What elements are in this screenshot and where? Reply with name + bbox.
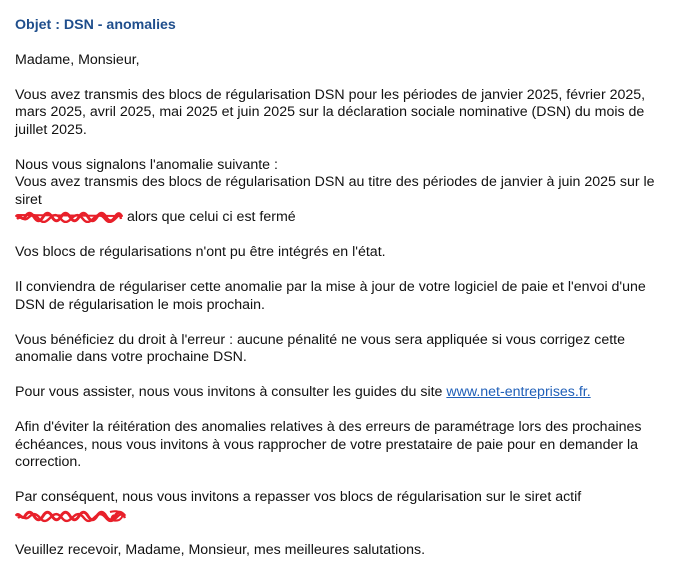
greeting: Madame, Monsieur, (15, 51, 140, 68)
anomaly-detail: Vous avez transmis des blocs de régularisation DSN au titre des périodes de janvier à juin 2025 sur le siret (15, 174, 655, 208)
paragraph-integration-status: Vos blocs de régularisations n'ont pu être intégrés en l'état. (15, 244, 386, 260)
paragraph-right-to-error: Vous bénéficiez du droit à l'erreur : aucune pénalité ne vous sera appliquée si vous corrigez cette anomalie dans votre prochaine DSN. (15, 331, 625, 365)
resubmit-text: Par conséquent, nous vous invitons a repasser vos blocs de régularisation sur le siret actif (15, 489, 582, 505)
paragraph-anomaly (15, 157, 675, 227)
paragraph-resubmit (15, 489, 675, 524)
assistance-text: Pour vous assister, nous vous invitons à consulter les guides du site (15, 384, 447, 400)
closing-salutation: Veuillez recevoir, Madame, Monsieur, mes meilleures salutations. (15, 541, 426, 558)
subject-heading: Objet : DSN - anomalies (15, 17, 176, 33)
anomaly-detail-end: alors que celui ci est fermé (123, 209, 296, 225)
anomaly-intro: Nous vous signalons l'anomalie suivante : (15, 156, 278, 173)
redacted-siret-closed (15, 211, 123, 223)
net-entreprises-link[interactable]: www.net-entreprises.fr. (446, 384, 591, 400)
paragraph-assistance (15, 384, 675, 402)
paragraph-correction-required: Il conviendra de régulariser cette anomalie par la mise à jour de votre logiciel de paie et l'envoi d'une DSN de régularisation le mois prochain. (15, 279, 646, 313)
redacted-siret-active (15, 509, 127, 521)
letter-body (15, 17, 675, 577)
paragraph-regularisation-periods: Vous avez transmis des blocs de régularisation DSN pour les périodes de janvier 2025, février 2025, mars 2025, avril 2025, mai 2025 et juin 2025 sur la déclaration sociale nominative (DSN) du mois de juillet 2025. (15, 86, 646, 138)
paragraph-avoid-recurrence: Afin d'éviter la réitération des anomalies relatives à des erreurs de paramétrage lors des prochaines échéances, nous vous invitons à vous rapprocher de votre prestataire de paie pour en demander la correction. (15, 419, 642, 470)
